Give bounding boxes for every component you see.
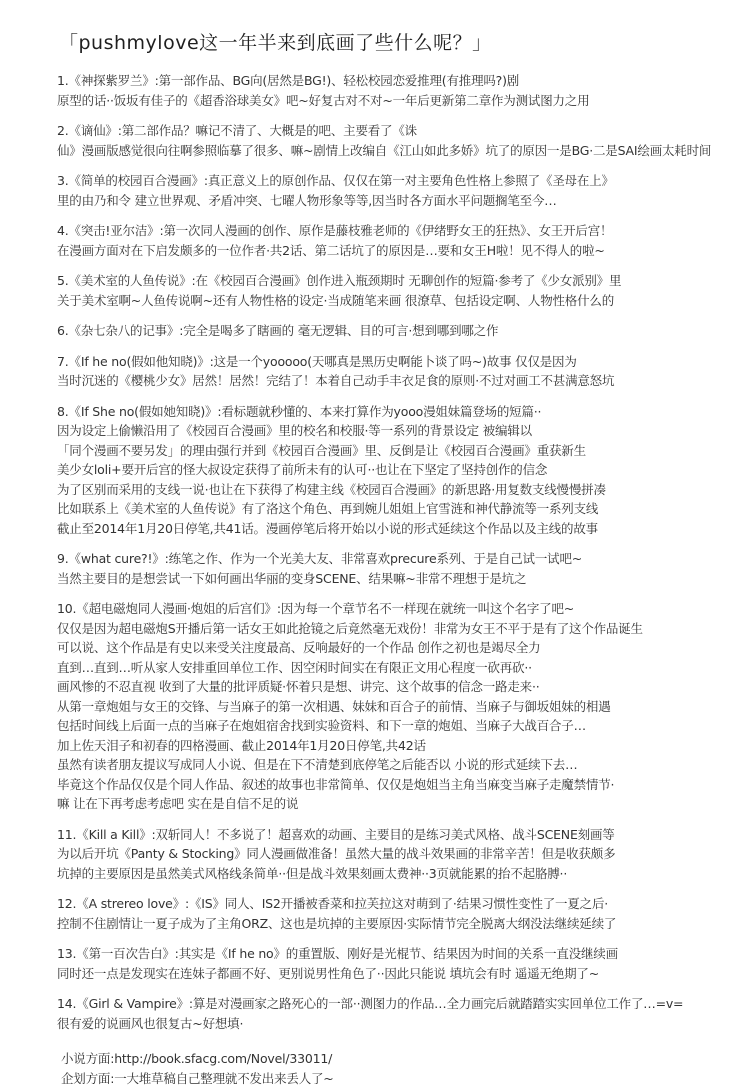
entry-2	[57, 121, 738, 160]
entry-10-line-11: 嘛 让在下再考虑考虑吧 实在是自信不足的说	[57, 796, 299, 811]
entry-8-line-5: 为了区别而采用的支线一说·也让在下获得了构建主线《校园百合漫画》的新思路·用复数支线慢慢拼凑	[57, 481, 606, 497]
entry-8-line-3: 「同个漫画不要另发」的理由强行并到《校园百合漫画》里、反倒是让《校园百合漫画》重获新生	[57, 442, 586, 458]
entry-1-line-2: 原型的话··饭坂有佳子的《超香浴球美女》吧~好复古对不对~一年后更新第二章作为测试图力之用	[57, 92, 590, 108]
entry-10-line-10: 毕竟这个作品仅仅是个同人作品、叙述的故事也非常简单、仅仅是炮姐当主角当麻变当麻子走魔禁情节·	[57, 776, 615, 792]
entry-8-line-7: 截止至2014年1月20日停笔,共41话。漫画停笔后将开始以小说的形式延续这个作品以及主线的故事	[57, 520, 598, 536]
entry-12-line-2: 控制不住剧情让一夏子成为了主角ORZ、这也是坑掉的主要原因·实际情节完全脱离大纲没法继续延续了	[57, 915, 617, 931]
entry-2-line-2: 仙》漫画版感觉很向往啊参照临摹了很多、嘛~剧情上改编自《江山如此多娇》坑了的原因一是BG·二是SAI绘画太耗时间	[57, 142, 712, 158]
entry-10-line-7: 包括时间线上后面一点的当麻子在炮姐宿舍找到实验资料、和下一章的炮姐、当麻子大战百合子…	[57, 718, 586, 733]
entry-8-line-4: 美少女loli+要开后宫的怪大叔设定获得了前所未有的认可··也让在下坚定了坚持创作的信念	[57, 462, 548, 477]
footer-plan-line: 企划方面:一大堆草稿自己整理就不发出来丢人了~	[61, 1071, 334, 1086]
entry-3	[57, 171, 738, 210]
entry-8	[57, 402, 738, 539]
entry-9-line-2: 当然主要目的是想尝试一下如何画出华丽的变身SCENE、结果嘛~非常不理想于是坑之	[57, 570, 527, 586]
entry-7-line-2: 当时沉迷的《樱桃少女》居然！居然！完结了！本着自己动手丰衣足食的原则·不过对画工不甚满意怒坑	[57, 373, 615, 388]
entry-3-line-2: 里的由乃和令 建立世界观、矛盾冲突、七曜人物形象等等,因当时各方面水平问题搁笔至今…	[57, 192, 557, 208]
entry-13-line-1: 13.《第一百次告白》:其实是《If he no》的重置版、刚好是光棍节、结果因为时间的关系一直没继续画	[57, 946, 618, 961]
entry-4-line-1: 4.《突击!亚尔洁》:第一次同人漫画的创作、原作是藤枝雅老师的《伊绪野女王的狂热》、女王开后宫！	[57, 223, 613, 238]
entry-14-line-2: 很有爱的说画风也很复古~好想填·	[57, 1015, 244, 1031]
entry-6	[57, 321, 738, 341]
footer-novel-link-line: 小说方面:http://book.sfacg.com/Novel/33011/	[61, 1051, 333, 1066]
entry-10-line-5: 画风惨的不忍直视 收到了大量的批评质疑·怀着只是想、讲完、这个故事的信念一路走来··	[57, 679, 540, 694]
entry-8-line-2: 因为设定上偷懒沿用了《校园百合漫画》里的校名和校服·等一系列的背景设定 被编辑以	[57, 423, 532, 438]
entry-2-line-1: 2.《谪仙》:第二部作品？嘛记不清了、大概是的吧、主要看了《诛	[57, 123, 417, 138]
entry-12	[57, 894, 738, 933]
entry-10-line-8: 加上佐天泪子和初春的四格漫画、截止2014年1月20日停笔,共42话	[57, 737, 426, 753]
entry-9	[57, 549, 738, 588]
entry-5-line-1: 5.《美术室的人鱼传说》:在《校园百合漫画》创作进入瓶颈期时 无聊创作的短篇·参考了《少女派别》里	[57, 273, 622, 288]
entry-1-line-1: 1.《神探紫罗兰》:第一部作品、BG向(居然是BG!)、轻松校园恋爱推理(有推理吗?)剧	[57, 73, 520, 88]
entry-6-line-1: 6.《杂七杂八的记事》:完全是喝多了瞎画的 毫无逻辑、目的可言·想到哪到哪之作	[57, 323, 499, 338]
entry-5-line-2: 关于美术室啊~人鱼传说啊~还有人物性格的设定·当成随笔来画 很潦草、包括设定啊、人物性格什么的	[57, 292, 614, 308]
entry-10-line-6: 从第一章炮姐与女王的交锋、与当麻子的第一次相遇、妹妹和百合子的前情、当麻子与御坂姐妹的相遇	[57, 698, 611, 714]
entry-14-line-1: 14.《Girl & Vampire》:算是对漫画家之路死心的一部··测图力的作品…全力画完后就踏踏实实回单位工作了…=v=	[57, 996, 684, 1011]
entry-13-line-2: 同时还一点是发现实在连妹子都画不好、更别说男性角色了··因此只能说 填坑会有时 遥遥无绝期了~	[57, 965, 599, 981]
entry-1	[57, 71, 738, 110]
entry-3-line-1: 3.《简单的校园百合漫画》:真正意义上的原创作品、仅仅在第一对主要角色性格上参照了《圣母在上》	[57, 173, 614, 188]
entry-11-line-1: 11.《Kill a Kill》:双斩同人！不多说了！超喜欢的动画、主要目的是练习美式风格、战斗SCENE刻画等	[57, 826, 615, 842]
footer	[57, 1049, 738, 1089]
entry-8-line-1: 8.《If She no(假如她知晓)》:看标题就秒懂的、本来打算作为yooo漫姐妹篇登场的短篇··	[57, 403, 542, 419]
entry-11-line-2: 为以后开坑《Panty & Stocking》同人漫画做准备！虽然大量的战斗效果画的非常辛苦！但是收获颇多	[57, 846, 616, 861]
entry-14	[57, 994, 738, 1033]
entry-10-line-2: 仅仅是因为超电磁炮S开播后第一话女王如此抢镜之后竟然毫无戏份！非常为女王不平于是有了这个作品诞生	[57, 620, 643, 636]
entry-4	[57, 221, 738, 260]
entry-7	[57, 352, 738, 391]
entry-5	[57, 271, 738, 310]
entry-10	[57, 599, 738, 814]
entry-10-line-4: 直到…直到…听从家人安排重回单位工作、因空闲时间实在有限正文用心程度一砍再砍··	[57, 659, 532, 675]
entry-8-line-6: 比如联系上《美术室的人鱼传说》有了洛这个角色、再到婉儿姐姐上官雪涟和神代静流等一系列支线	[57, 501, 599, 516]
entry-10-line-1: 10.《超电磁炮同人漫画·炮姐的后宫们》:因为每一个章节名不一样现在就统一叫这个名字了吧~	[57, 601, 575, 616]
entry-9-line-1: 9.《what cure?!》:练笔之作、作为一个光美大友、非常喜欢precure系列、于是自己试一试吧~	[57, 551, 583, 566]
entry-7-line-1: 7.《If he no(假如他知晓)》:这是一个yooooo(天哪真是黑历史啊能卜谈了吗~)故事 仅仅是因为	[57, 353, 577, 369]
entry-13	[57, 944, 738, 983]
page-title: 「pushmylove这一年半来到底画了些什么呢？」	[59, 32, 492, 54]
entry-11	[57, 825, 738, 884]
entry-12-line-1: 12.《A strereo love》:《IS》同人、IS2开播被香菜和拉芙拉这对萌到了·结果习惯性变性了一夏之后·	[57, 896, 609, 911]
entry-4-line-2: 在漫画方面对在下启发颇多的一位作者·共2话、第二话坑了的原因是…要和女王H啦！见不得人的啦~	[57, 242, 605, 258]
entry-11-line-3: 坑掉的主要原因是虽然美式风格线条简单··但是战斗效果刻画太费神··3页就能累的抬不起胳膊··	[57, 865, 568, 881]
entry-10-line-9: 虽然有读者朋友提议写成同人小说、但是在下不清楚到底停笔之后能否以 小说的形式延续下去…	[57, 757, 578, 772]
entry-10-line-3: 可以说、这个作品是有史以来受关注度最高、反响最好的一个作品 创作之初也是竭尽全力	[57, 640, 541, 655]
